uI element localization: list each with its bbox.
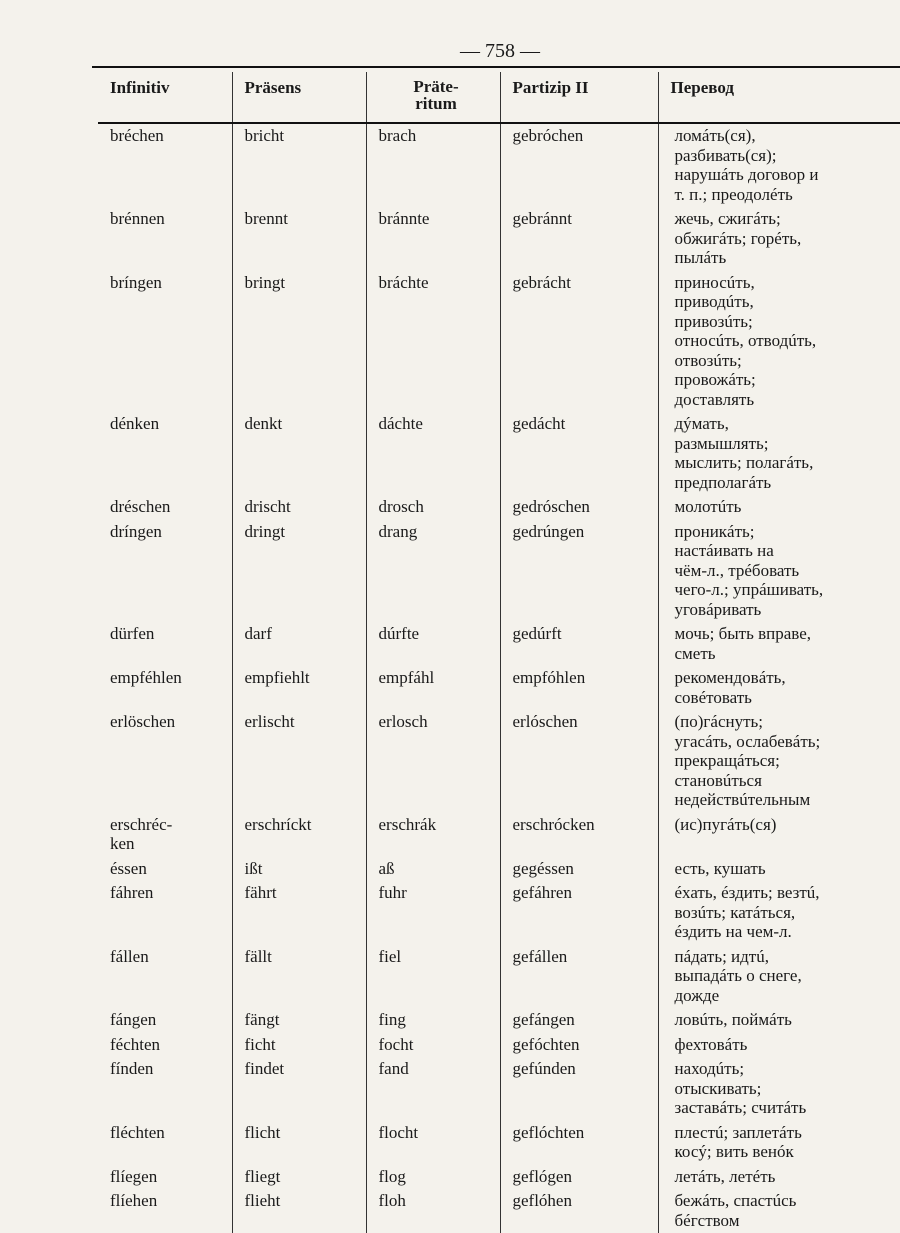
table-row [98,271,900,413]
praesens-cell: findet [232,1057,366,1121]
praesens-cell: erlischt [232,710,366,813]
translation-line: éздить на чем-л. [674,922,792,941]
header-praesens: Präsens [232,72,366,123]
praesens-cell: fängt [232,1008,366,1033]
translation-cell [658,857,900,882]
table-row [98,666,900,710]
partizip-cell: geflógen [500,1165,658,1190]
translation-cell [658,1189,900,1233]
translation-cell [658,271,900,413]
praeteritum-cell: fing [366,1008,500,1033]
partizip-cell: geflóhen [500,1189,658,1233]
partizip-cell: geflóchten [500,1121,658,1165]
translation-line: доставлять [674,389,755,409]
infinitiv-cell: dríngen [98,520,232,623]
verb-table [98,72,900,1233]
header-infinitiv: Infinitiv [98,72,232,123]
translation-line: дожде [674,985,720,1005]
infinitiv-cell: dürfen [98,622,232,666]
translation-line: ловúть, поймáть [674,1010,792,1029]
translation-line: совéтовать [674,687,752,707]
infinitiv-cell: fínden [98,1057,232,1121]
table-row [98,412,900,495]
table-row [98,813,900,857]
praesens-cell: erschríckt [232,813,366,857]
infinitiv-cell: fáhren [98,881,232,945]
partizip-cell: gefáhren [500,881,658,945]
partizip-cell: gebróchen [500,123,658,207]
partizip-cell: erlóschen [500,710,658,813]
translation-line: разбивать(ся); [674,145,777,165]
partizip-cell: gedróschen [500,495,658,520]
praeteritum-cell: flog [366,1165,500,1190]
translation-cell [658,1008,900,1033]
translation-line: уговáривать [674,599,762,619]
praeteritum-cell: fand [366,1057,500,1121]
partizip-cell: gebránnt [500,207,658,271]
praeteritum-cell: focht [366,1033,500,1058]
praeteritum-cell: dúrfte [366,622,500,666]
infinitiv-cell: erlöschen [98,710,232,813]
praeteritum-cell: dáchte [366,412,500,495]
translation-cell [658,207,900,271]
translation-cell [658,622,900,666]
partizip-cell: empfóhlen [500,666,658,710]
translation-line: настáивать на [674,541,774,560]
praeteritum-cell: drang [366,520,500,623]
praeteritum-cell: erschrák [366,813,500,857]
table-row [98,495,900,520]
praesens-cell: denkt [232,412,366,495]
translation-line: возúть; катáться, [674,902,796,922]
praesens-cell: fährt [232,881,366,945]
praesens-cell: flieht [232,1189,366,1233]
translation-line: выпадáть о снеге, [674,966,802,985]
table-row [98,1121,900,1165]
infinitiv-cell: dréschen [98,495,232,520]
translation-line: ломáть(ся), [674,126,756,145]
translation-cell [658,813,900,857]
page-number: — 758 — [460,40,540,62]
infinitiv-cell: dénken [98,412,232,495]
translation-line: провожáть; [674,370,756,389]
infinitiv-cell: fállen [98,945,232,1009]
translation-line: косý; вить венóк [674,1142,794,1161]
table-row [98,1033,900,1058]
partizip-cell: gedúrft [500,622,658,666]
praesens-cell: ißt [232,857,366,882]
translation-line: заставáть; считáть [674,1098,807,1117]
infinitiv-cell: erschréc- ken [98,813,232,857]
translation-line: отвозúть; [674,350,742,370]
header-row [98,72,900,123]
translation-cell [658,520,900,623]
translation-line: есть, кушать [674,858,766,878]
praesens-cell: drischt [232,495,366,520]
translation-line: находúть; [674,1059,745,1078]
table-row [98,710,900,813]
table-row [98,207,900,271]
top-rule [92,66,900,68]
translation-line: чём-л., трéбовать [674,560,800,580]
translation-line: дýмать, [674,414,729,433]
translation-line: бежáть, спастúсь [674,1191,797,1210]
table-row [98,1189,900,1233]
praesens-cell: flicht [232,1121,366,1165]
translation-cell [658,495,900,520]
praesens-cell: bricht [232,123,366,207]
table-row [98,1057,900,1121]
praesens-cell: darf [232,622,366,666]
praeteritum-cell: drosch [366,495,500,520]
table-row [98,1008,900,1033]
partizip-cell: gedácht [500,412,658,495]
translation-line: нарушáть договор и [674,165,819,184]
partizip-cell: erschrócken [500,813,658,857]
translation-line: éхать, éздить; везтú, [674,883,820,902]
translation-line: летáть, летéть [674,1166,776,1186]
translation-line: привозúть; [674,311,753,331]
praesens-cell: ficht [232,1033,366,1058]
infinitiv-cell: bréchen [98,123,232,207]
translation-line: недействúтельным [674,790,811,809]
translation-line: рекомендовáть, [674,668,786,687]
praeteritum-cell: brach [366,123,500,207]
praesens-cell: brennt [232,207,366,271]
infinitiv-cell: brénnen [98,207,232,271]
infinitiv-cell: flíegen [98,1165,232,1190]
translation-line: становúться [674,770,762,790]
header-praeteritum: Präte- ritum [366,72,500,123]
translation-line: приводúть, [674,292,754,311]
translation-cell [658,123,900,207]
translation-cell [658,1165,900,1190]
praeteritum-cell: fuhr [366,881,500,945]
infinitiv-cell: flíehen [98,1189,232,1233]
praeteritum-cell: erlosch [366,710,500,813]
translation-line: жечь, сжигáть; [674,209,781,228]
praeteritum-cell: aß [366,857,500,882]
translation-line: мыслить; полагáть, [674,453,814,472]
infinitiv-cell: éssen [98,857,232,882]
partizip-cell: gegéssen [500,857,658,882]
translation-cell [658,945,900,1009]
translation-line: мочь; быть вправе, [674,624,811,643]
header-translation: Перевод [658,72,900,123]
translation-cell [658,710,900,813]
infinitiv-cell: féchten [98,1033,232,1058]
table-row [98,857,900,882]
praeteritum-cell: flocht [366,1121,500,1165]
translation-line: чего-л.; упрáшивать, [674,580,824,599]
translation-cell [658,881,900,945]
partizip-cell: gefóchten [500,1033,658,1058]
translation-cell [658,1121,900,1165]
translation-line: фехтовáть [674,1034,748,1054]
translation-line: бéгством [674,1210,740,1230]
praeteritum-cell: bránnte [366,207,500,271]
translation-line: пылáть [674,248,727,267]
infinitiv-cell: fléchten [98,1121,232,1165]
praesens-cell: empfiehlt [232,666,366,710]
infinitiv-cell: empféhlen [98,666,232,710]
translation-line: (по)гáснуть; [674,712,763,731]
translation-line: угасáть, ослабевáть; [674,731,821,751]
translation-cell [658,412,900,495]
translation-line: (ис)пугáть(ся) [674,814,777,834]
translation-cell [658,666,900,710]
translation-line: сметь [674,643,716,663]
table-row [98,520,900,623]
infinitiv-cell: bríngen [98,271,232,413]
praeteritum-cell: fiel [366,945,500,1009]
translation-cell [658,1057,900,1121]
translation-line: пáдать; идтú, [674,946,769,966]
translation-line: предполагáть [674,472,772,492]
translation-line: проникáть; [674,521,755,541]
table-row [98,881,900,945]
partizip-cell: gefállen [500,945,658,1009]
table-row [98,945,900,1009]
partizip-cell: gebrácht [500,271,658,413]
translation-line: плестú; заплетáть [674,1122,802,1142]
table-row [98,1165,900,1190]
translation-line: размышлять; [674,433,769,453]
praesens-cell: fällt [232,945,366,1009]
translation-line: отыскивать; [674,1078,762,1098]
infinitiv-cell: fángen [98,1008,232,1033]
praeteritum-cell: empfáhl [366,666,500,710]
translation-line: обжигáть; горéть, [674,228,802,248]
translation-line: т. п.; преодолéть [674,184,793,204]
table-row [98,622,900,666]
praeteritum-cell: floh [366,1189,500,1233]
table-row [98,123,900,207]
translation-line: прекращáться; [674,751,780,770]
header-partizip: Partizip II [500,72,658,123]
praesens-cell: fliegt [232,1165,366,1190]
translation-line: приносúть, [674,272,755,292]
partizip-cell: gedrúngen [500,520,658,623]
translation-line: относúть, отводúть, [674,331,817,350]
praesens-cell: bringt [232,271,366,413]
praesens-cell: dringt [232,520,366,623]
praeteritum-cell: bráchte [366,271,500,413]
partizip-cell: gefángen [500,1008,658,1033]
translation-line: молотúть [674,497,742,516]
partizip-cell: gefúnden [500,1057,658,1121]
translation-cell [658,1033,900,1058]
